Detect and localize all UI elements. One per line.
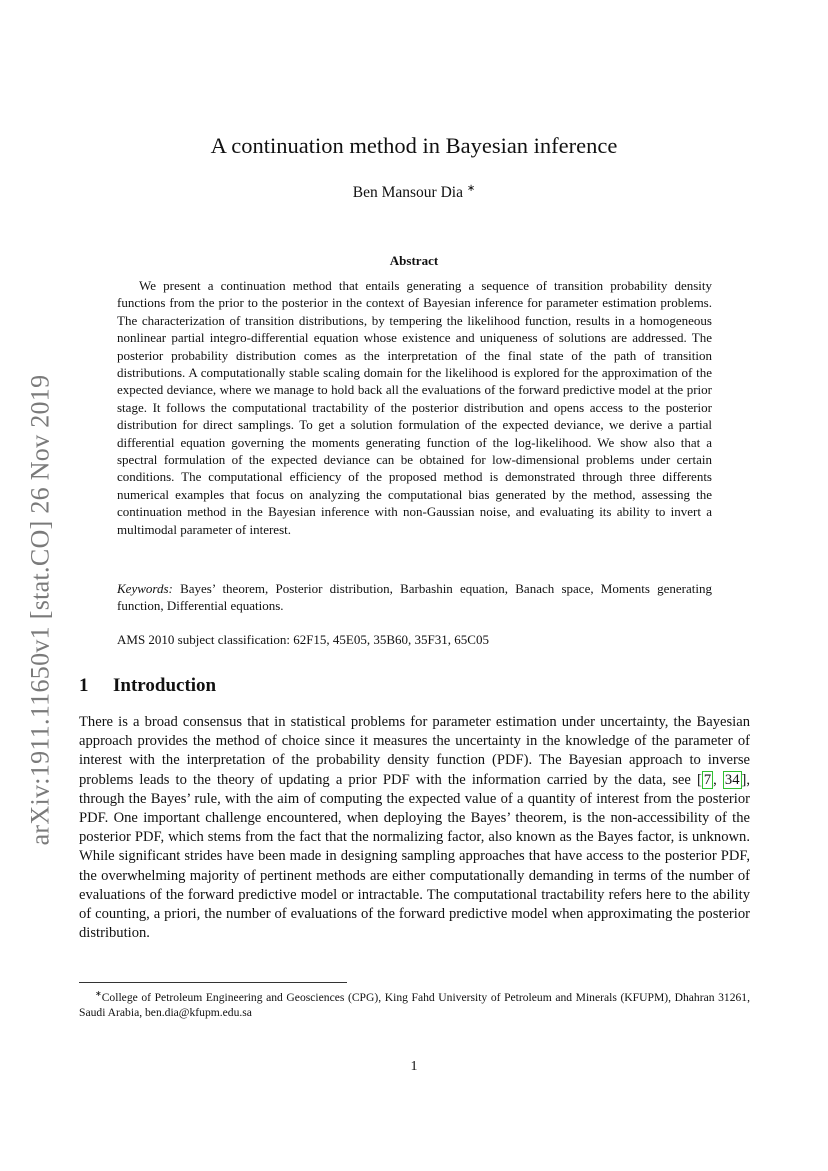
citation-link[interactable]: 7 [703,771,712,788]
citation-separator: , [713,771,723,788]
introduction-paragraph [79,713,750,943]
ams-classification: AMS 2010 subject classification: 62F15, 45E05, 35B60, 35F31, 65C05 [117,632,489,647]
abstract-heading: Abstract [389,253,439,268]
footnote-text: College of Petroleum Engineering and Geosciences (CPG), King Fahd University of Petroleum and Minerals (KFUPM), Dhahran 31261, Saudi Arabia, ben.dia@kfupm.edu.sa [79,990,750,1020]
author-footnote-mark: ∗ [466,183,476,194]
abstract-text: We present a continuation method that entails generating a sequence of transition probability density functions from the prior to the posterior in the context of Bayesian inference for parameter estimation problems. The characterization of transition distributions, by tempering the likelihood function, results in a homogeneous nonlinear partial integro-differential equation whose existence and uniqueness of solutions are addressed. The posterior probability distribution comes as the interpretation of the final state of the path of transition distributions. A computationally stable scaling domain for the likelihood is explored for the approximation of the expected deviance, where we manage to hold back all the evaluations of the forward predictive model at the prior stage. It follows the computational tractability of the posterior distribution and opens access to the posterior distribution for direct samplings. To get a solution formulation of the expected deviance, we derive a partial differential equation governing the moments generating function of the log-likelihood. We show also that a spectral formulation of the expected deviance can be obtained for low-dimensional problems under certain conditions. The computational efficiency of the proposed method is demonstrated through three differents numerical examples that focus on analyzing the computational bias generated by the method, assessing the continuation method in the Bayesian inference with non-Gaussian noise, and evaluating its ability to invert a multimodal parameter of interest. [117,278,712,537]
keywords-label: Keywords: [117,581,173,596]
keywords-text: Bayes’ theorem, Posterior distribution, Barbashin equation, Banach space, Moments generating function, Differential equations. [117,581,713,614]
affiliation-footnote [79,986,750,1021]
arxiv-identifier-text: arXiv:1911.11650v1 [stat.CO] 26 Nov 2019 [25,374,54,846]
arxiv-identifier-stamp [14,355,66,865]
page-number: 1 [410,1059,418,1074]
author-name: Ben Mansour Dia [352,184,463,202]
intro-text-part-1: There is a broad consensus that in statistical problems for parameter estimation under uncertainty, the Bayesian approach provides the method of choice since it measures the uncertainty in the knowledge of the parameter of interest with the interpretation of the probability density function (PDF). The Bayesian approach to inverse problems leads to the theory of updating a prior PDF with the information carried by the data, see [ [79,714,750,788]
citation-link[interactable]: 34 [724,771,740,788]
footnote-divider [79,982,347,983]
author-line [0,183,828,202]
section-number: 1 [79,675,89,696]
section-title: Introduction [113,675,217,696]
paper-title: A continuation method in Bayesian inference [210,133,618,158]
footnote-mark: ∗ [95,989,102,998]
keywords [117,580,712,615]
intro-text-part-2: ], through the Bayes’ rule, with the aim of computing the expected value of a quantity of interest from the posterior PDF. One important challenge encountered, when deploying the Bayes’ theorem, is the non-accessibility of the posterior PDF, which stems from the fact that the normalizing factor, also known as the Bayes factor, is unknown. While significant strides have been made in designing sampling approaches that have access to the posterior PDF, the overwhelming majority of pertinent methods are either computationally demanding in terms of the number of evaluations of the forward predictive model or intractable. The computational tractability refers here to the ability of counting, a priori, the number of evaluations of the forward predictive model when approximating the posterior distribution. [79,771,751,942]
section-heading [79,675,216,697]
